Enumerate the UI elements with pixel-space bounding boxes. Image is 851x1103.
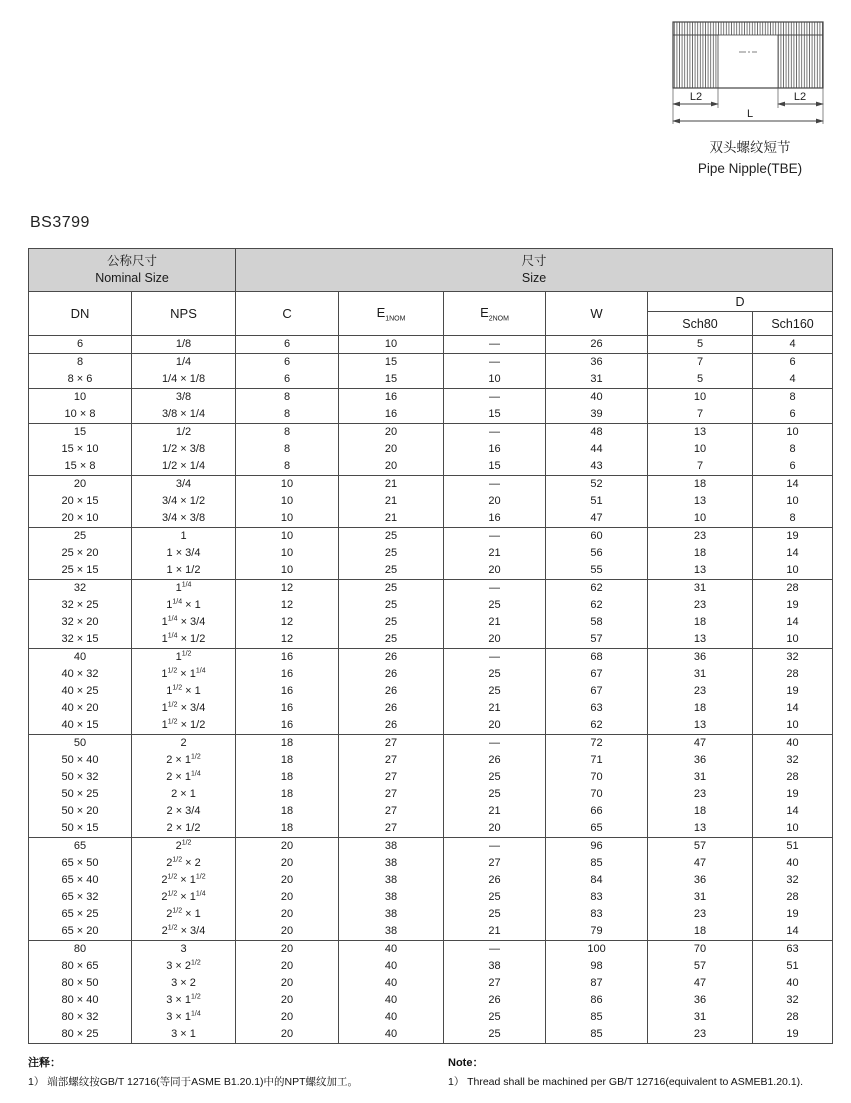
table-row: 15 × 10 1/2 × 3/8 8 20 16 44 10 8 — [29, 441, 833, 458]
header-sch80: Sch80 — [648, 312, 753, 336]
table-row: 40 × 15 $1^{1/2} \times 1/2$ 16 26 20 62 13 10 — [29, 717, 833, 735]
table-row: 10 × 8 3/8 × 1/4 8 16 15 39 7 6 — [29, 406, 833, 424]
table-row: 32 $1^{1/4}$ 12 25 — 62 31 28 — [29, 580, 833, 598]
table-row: 40 × 25 $1^{1/2} \times 1$ 16 26 25 67 23 19 — [29, 683, 833, 700]
table-row: 25 × 20 1 × 3/4 10 25 21 56 18 14 — [29, 545, 833, 562]
header-nominal-size — [29, 249, 236, 292]
nipple-right-thread — [778, 35, 823, 88]
table-row: 20 × 10 3/4 × 3/8 10 21 16 47 10 8 — [29, 510, 833, 528]
table-row: 15 1/2 8 20 — 48 13 10 — [29, 424, 833, 442]
header-size-en: Size — [521, 271, 547, 285]
header-nps: NPS — [132, 292, 236, 336]
table-row: 65 $2^{1/2}$ 20 38 — 96 57 51 — [29, 838, 833, 856]
note-zh-item: 1） 端部螺纹按GB/T 12716(等同于ASME B1.20.1)中的NPT螺纹加工。 — [28, 1076, 359, 1088]
note-zh-title: 注释： — [28, 1057, 61, 1069]
note-en-title: Note： — [448, 1057, 484, 1069]
table-row: 40 × 32 $1^{1/2} \times 1^{1/4}$ 16 26 25 67 31 28 — [29, 666, 833, 683]
header-c: C — [236, 292, 339, 336]
table-row: 32 × 15 $1^{1/4} \times 1/2$ 12 25 20 57 13 10 — [29, 631, 833, 649]
header-e1nom: $E_{1NOM}$ — [339, 292, 444, 336]
table-row: 80 × 40 $3 \times 1^{1/2}$ 20 40 26 86 36 32 — [29, 992, 833, 1009]
header-nominal-en: Nominal Size — [95, 271, 169, 285]
header-w: W — [546, 292, 648, 336]
nipple-left-thread — [673, 35, 718, 88]
dim-label-l: L — [746, 108, 754, 120]
table-row: 65 × 20 $2^{1/2} \times 3/4$ 20 38 21 79 18 14 — [29, 923, 833, 941]
pipe-nipple-diagram — [657, 16, 843, 180]
table-row: 8 1/4 6 15 — 36 7 6 — [29, 354, 833, 372]
header-d: D — [648, 292, 833, 312]
table-row: 50 × 32 $2 \times 1^{1/4}$ 18 27 25 70 31 28 — [29, 769, 833, 786]
table-row: 32 × 25 $1^{1/4} \times 1$ 12 25 25 62 23 19 — [29, 597, 833, 614]
table-row: 80 × 32 $3 \times 1^{1/4}$ 20 40 25 85 31 28 — [29, 1009, 833, 1026]
table-row: 50 2 18 27 — 72 47 40 — [29, 735, 833, 753]
table-row: 65 × 32 $2^{1/2} \times 1^{1/4}$ 20 38 25 83 31 28 — [29, 889, 833, 906]
dim-label-l2-right: L2 — [793, 91, 807, 103]
table-row: 65 × 50 $2^{1/2} \times 2$ 20 38 27 85 47 40 — [29, 855, 833, 872]
table-row: 50 × 25 2 × 1 18 27 25 70 23 19 — [29, 786, 833, 803]
table-header — [29, 249, 833, 336]
dim-label-l2-left: L2 — [689, 91, 703, 103]
table-row: 80 3 20 40 — 100 70 63 — [29, 941, 833, 959]
table-row: 25 × 15 1 × 1/2 10 25 20 55 13 10 — [29, 562, 833, 580]
table-row: 6 1/8 6 10 — 26 5 4 — [29, 336, 833, 354]
header-size-zh: 尺寸 — [521, 254, 547, 269]
diagram-caption-en: Pipe Nipple(TBE) — [697, 160, 803, 176]
table-row: 25 1 10 25 — 60 23 19 — [29, 528, 833, 546]
table-row: 65 × 25 $2^{1/2} \times 1$ 20 38 25 83 23 19 — [29, 906, 833, 923]
table-row: 80 × 50 3 × 2 20 40 27 87 47 40 — [29, 975, 833, 992]
dimensions-table — [28, 248, 833, 1044]
header-nominal-zh: 公称尺寸 — [107, 254, 158, 269]
note-zh — [28, 1054, 433, 1089]
table-row: 80 × 65 $3 \times 2^{1/2}$ 20 40 38 98 57 51 — [29, 958, 833, 975]
table-row: 50 × 20 2 × 3/4 18 27 21 66 18 14 — [29, 803, 833, 820]
header-e2nom: $E_{2NOM}$ — [444, 292, 546, 336]
pipe-nipple-drawing — [660, 16, 840, 138]
header-dn: DN — [29, 292, 132, 336]
note-en-item: 1） Thread shall be machined per GB/T 12716(equivalent to ASMEB1.20.1). — [448, 1076, 804, 1088]
table-row: 80 × 25 3 × 1 20 40 25 85 23 19 — [29, 1026, 833, 1044]
table-row: 20 3/4 10 21 — 52 18 14 — [29, 476, 833, 494]
table-body — [29, 336, 833, 1044]
table-row: 20 × 15 3/4 × 1/2 10 21 20 51 13 10 — [29, 493, 833, 510]
nipple-top-thread-band — [673, 22, 823, 35]
note-en — [448, 1054, 832, 1089]
diagram-caption-zh: 双头螺纹短节 — [709, 140, 791, 155]
table-row: 65 × 40 $2^{1/2} \times 1^{1/2}$ 20 38 26 84 36 32 — [29, 872, 833, 889]
table-row: 8 × 6 1/4 × 1/8 6 15 10 31 5 4 — [29, 371, 833, 389]
table-row: 40 $1^{1/2}$ 16 26 — 68 36 32 — [29, 649, 833, 667]
table-row: 10 3/8 8 16 — 40 10 8 — [29, 389, 833, 407]
table-row: 32 × 20 $1^{1/4} \times 3/4$ 12 25 21 58 18 14 — [29, 614, 833, 631]
table-row: 15 × 8 1/2 × 1/4 8 20 15 43 7 6 — [29, 458, 833, 476]
table-row: 40 × 20 $1^{1/2} \times 3/4$ 16 26 21 63 18 14 — [29, 700, 833, 717]
header-sch160: Sch160 — [753, 312, 833, 336]
table-row: 50 × 15 2 × 1/2 18 27 20 65 13 10 — [29, 820, 833, 838]
page-title: BS3799 — [30, 214, 90, 231]
header-size — [236, 249, 833, 292]
table-row: 50 × 40 $2 \times 1^{1/2}$ 18 27 26 71 36 32 — [29, 752, 833, 769]
